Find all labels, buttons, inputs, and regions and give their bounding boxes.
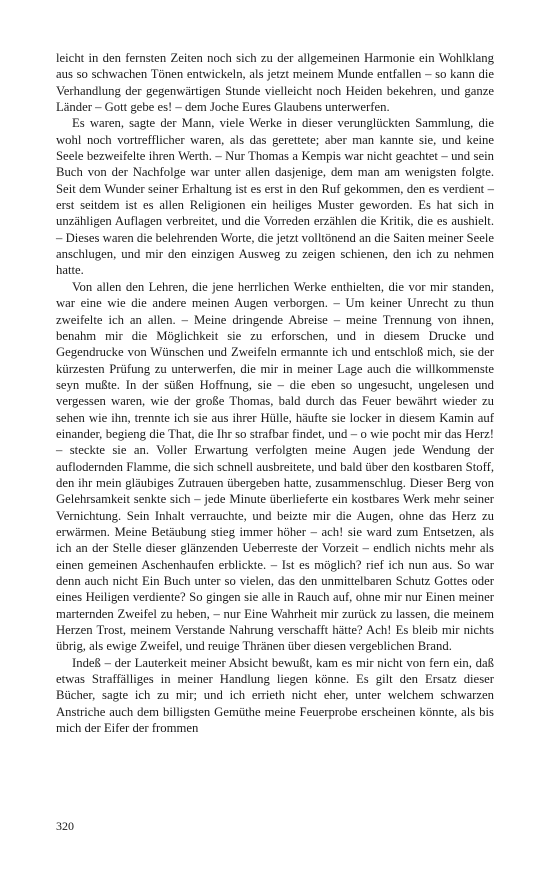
paragraph-3: Von allen den Lehren, die jene herrlichen Werke enthielten, die vor mir standen, war eine wie die andere meinen Augen verborgen. – Um keiner Unrecht zu thun zweifelte ich an allen. – Meine dringende Abreise – meine Trennung von ihnen, benahm mir die Möglichkeit sie zu erforschen, und in diesem Drucke und Gegendrucke von Wünschen und Zweifeln ermannte ich und entschloß mich, sie der kürzesten Prüfung zu unterwerfen, die mir in meiner Lage auch die willkommenste seyn mußte. In der süßen Hoffnung, sie – die eben so ungesucht, ungelesen und vergessen waren, wie der große Thomas, bald durch das Feuer bewährt wieder zu sehen wie ihn, trennte ich sie aus ihrer Hülle, häufte sie locker in diesem Kamin auf einander, begieng die That, die Ihr so strafbar findet, und – o wie pocht mir das Herz! – steckte sie an. Voller Erwartung verfolgten meine Augen jede Wendung der auflodernden Flamme, die sich schnell ausbreitete, und bald über den kostbaren Stoff, den ihr mein gläubiges Zutrauen übergeben hatte, zusammenschlug. Dieser Berg von Gelehrsamkeit senkte sich – jede Minute überlieferte ein kostbares Werk mehr seiner Vernichtung. Sein Inhalt verrauchte, und beizte mir die Augen, ohne das Herz zu erwärmen. Meine Betäubung stieg immer höher – ach! sie ward zum Entsetzen, als ich an der Stelle dieser glänzenden Ueberreste der Vorzeit – endlich nichts mehr als einen gemeinen Aschenhaufen erblickte. – Ist es möglich? rief ich nun aus. So war denn auch nicht Ein Buch unter so vielen, das den unmittelbaren Schutz Gottes oder eines Heiligen verdiente? So gingen sie alle in Rauch auf, ohne mir nur Einen meiner marternden Zweifel zu heben, – nur Eine Wahrheit mir zurück zu lassen, die meinem Herzen Trost, meinem Verstande Nahrung verschafft hätte? Ach! Es bleib mir nichts übrig, als ewige Zweifel, und reuige Thränen über diesen vergeblichen Brand.: [56, 279, 494, 654]
paragraph-4: Indeß – der Lauterkeit meiner Absicht bewußt, kam es mir nicht von fern ein, daß etwas Straffälliges in meiner Handlung liegen könne. Es gilt den Ersatz dieser Bücher, sagte ich zu mir; und ich errieth nicht eher, unter welchem schwarzen Anstriche auch dem billigsten Gemüthe meine Feuerprobe erscheinen könnte, als bis mich der Eifer der frommen: [56, 655, 494, 736]
body-text: [56, 50, 494, 736]
page-number: 320: [56, 819, 74, 833]
paragraph-2: Es waren, sagte der Mann, viele Werke in dieser verunglückten Sammlung, die wohl noch vortrefflicher waren, als das gerettete; aber man kannte sie, und keine Seele bezweifelte ihren Werth. – Nur Thomas a Kempis war nicht geachtet – und sein Buch von der Nachfolge war unter allen dasjenige, dem man am wenigsten folgte. Seit dem Wunder seiner Erhaltung ist es erst in den Ruf gekommen, den es verdient – erst seitdem ist es allen Religionen ein heiliges Muster geworden. Es hat sich in unzähligen Auflagen verbreitet, und die Vorreden erzählen die Kritik, die es aushielt. – Dieses waren die belehrenden Worte, die jetzt volltönend an die Saiten meiner Seele anschlugen, und mir den einzigen Ausweg zu zeigen schienen, den ich zu nehmen hatte.: [56, 116, 494, 278]
paragraph-1: leicht in den fernsten Zeiten noch sich zu der allgemeinen Harmonie ein Wohlklang aus so schwachen Tönen entwickeln, als jetzt meinem Munde entfallen – so kann die Verhandlung der gegenwärtigen Stunde vielleicht noch Heiden bekehren, und ganze Länder – Gott gebe es! – dem Joche Eures Glaubens unterwerfen.: [56, 51, 494, 115]
